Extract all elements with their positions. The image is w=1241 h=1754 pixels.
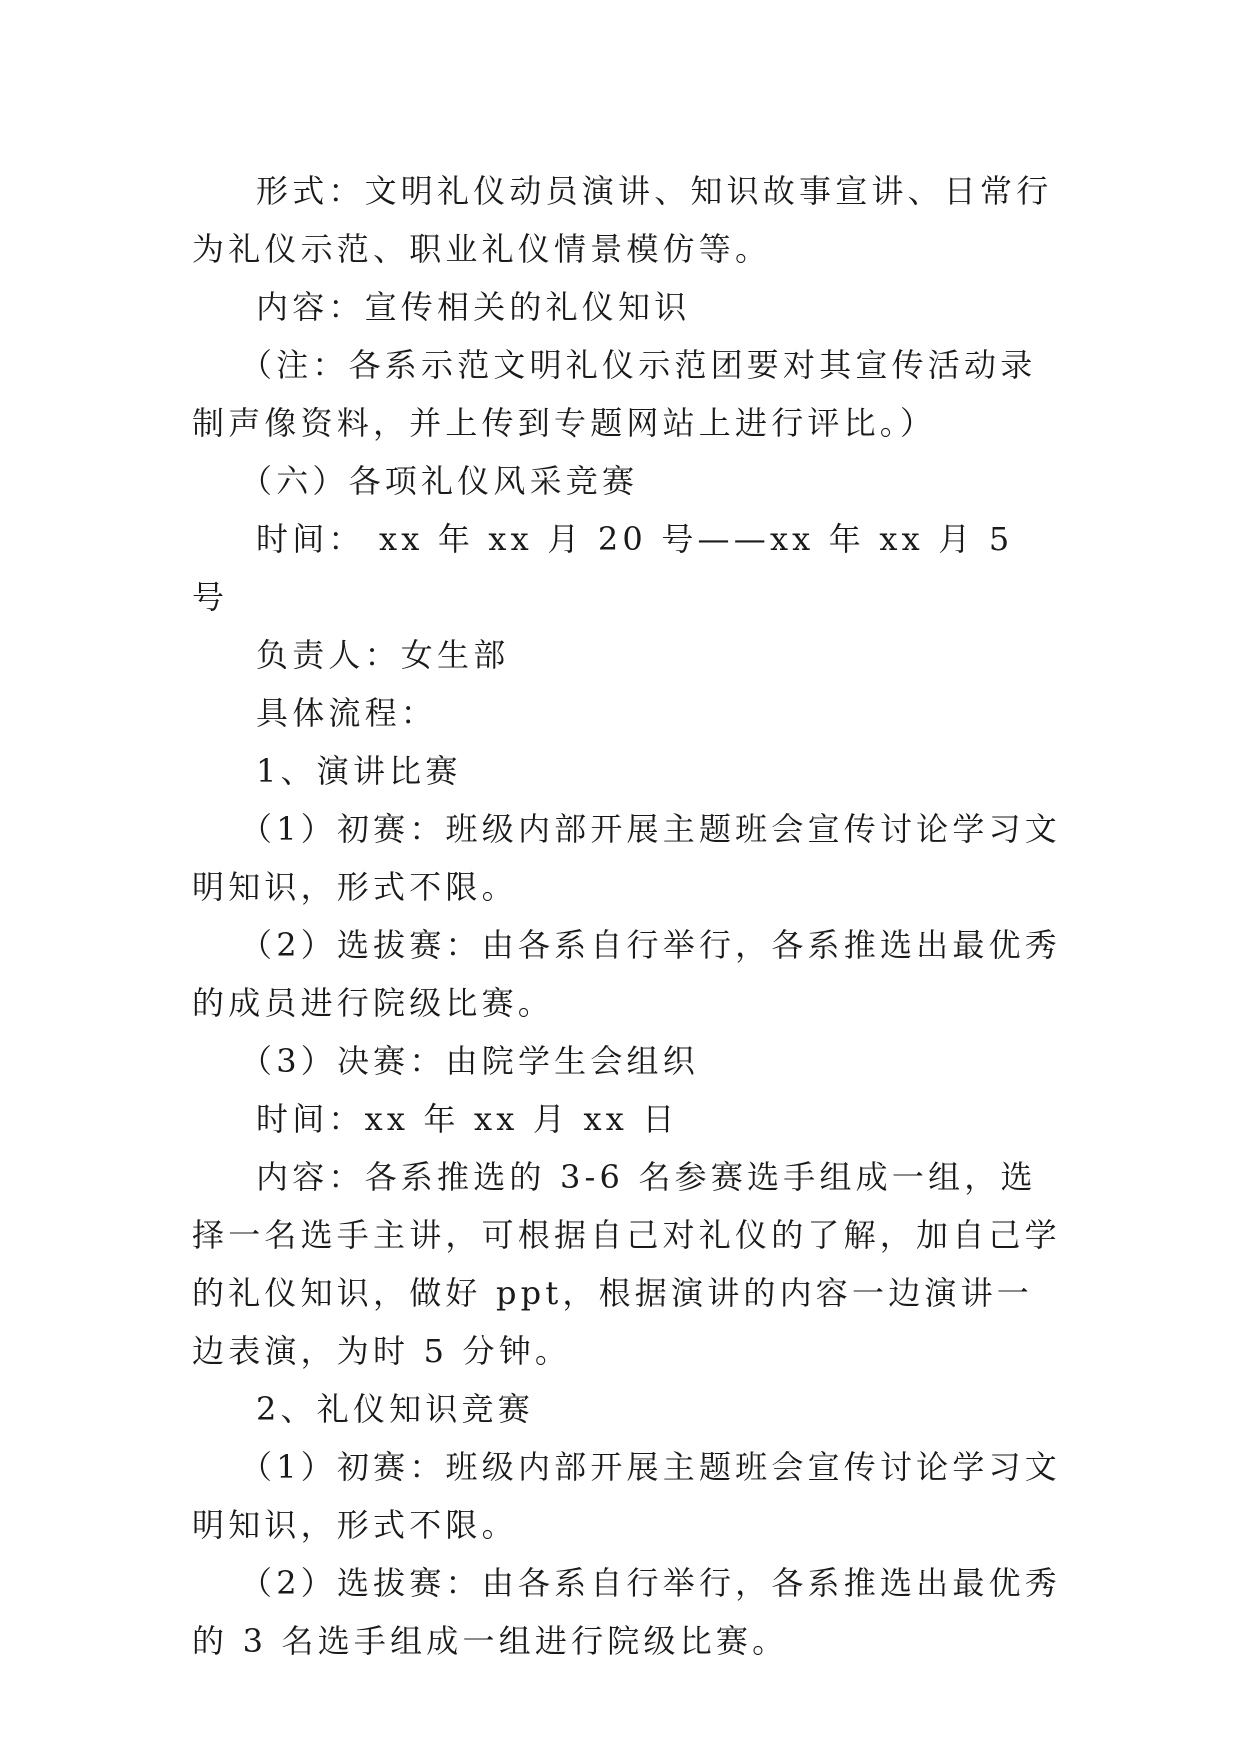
paragraph-knowledge-selection: （2）选拔赛：由各系自行举行，各系推选出最优秀的 3 名选手组成一组进行院级比赛。 [192, 1564, 1061, 1660]
paragraph-responsible: 负责人：女生部 [256, 636, 510, 674]
paragraph-final-content: 内容：各系推选的 3-6 名参赛选手组成一组，选择一名选手主讲，可根据自己对礼仪的了解，加自己学的礼仪知识，做好 ppt，根据演讲的内容一边演讲一边表演，为时 5 分钟。 [192, 1158, 1061, 1370]
subheading-speech-contest: 1、演讲比赛 [256, 752, 462, 790]
subheading-knowledge-contest: 2、礼仪知识竞赛 [256, 1390, 534, 1428]
paragraph-time: 时间： xx 年 xx 月 20 号——xx 年 xx 月 5 号 [192, 520, 1014, 616]
paragraph-speech-selection: （2）选拔赛：由各系自行举行，各系推选出最优秀的成员进行院级比赛。 [192, 926, 1061, 1022]
paragraph-form: 形式：文明礼仪动员演讲、知识故事宣讲、日常行为礼仪示范、职业礼仪情景模仿等。 [192, 172, 1053, 268]
paragraph-speech-final: （3）决赛：由院学生会组织 [240, 1042, 699, 1080]
paragraph-speech-preliminary: （1）初赛：班级内部开展主题班会宣传讨论学习文明知识，形式不限。 [192, 810, 1061, 906]
paragraph-process: 具体流程： [256, 694, 438, 732]
paragraph-note: （注：各系示范文明礼仪示范团要对其宣传活动录制声像资料，并上传到专题网站上进行评比。） [192, 346, 1037, 442]
section-heading-six: （六）各项礼仪风采竞赛 [240, 462, 639, 500]
paragraph-content: 内容：宣传相关的礼仪知识 [256, 288, 691, 326]
document-body [192, 162, 1062, 1670]
paragraph-knowledge-preliminary: （1）初赛：班级内部开展主题班会宣传讨论学习文明知识，形式不限。 [192, 1448, 1061, 1544]
paragraph-final-time: 时间：xx 年 xx 月 xx 日 [256, 1100, 679, 1138]
